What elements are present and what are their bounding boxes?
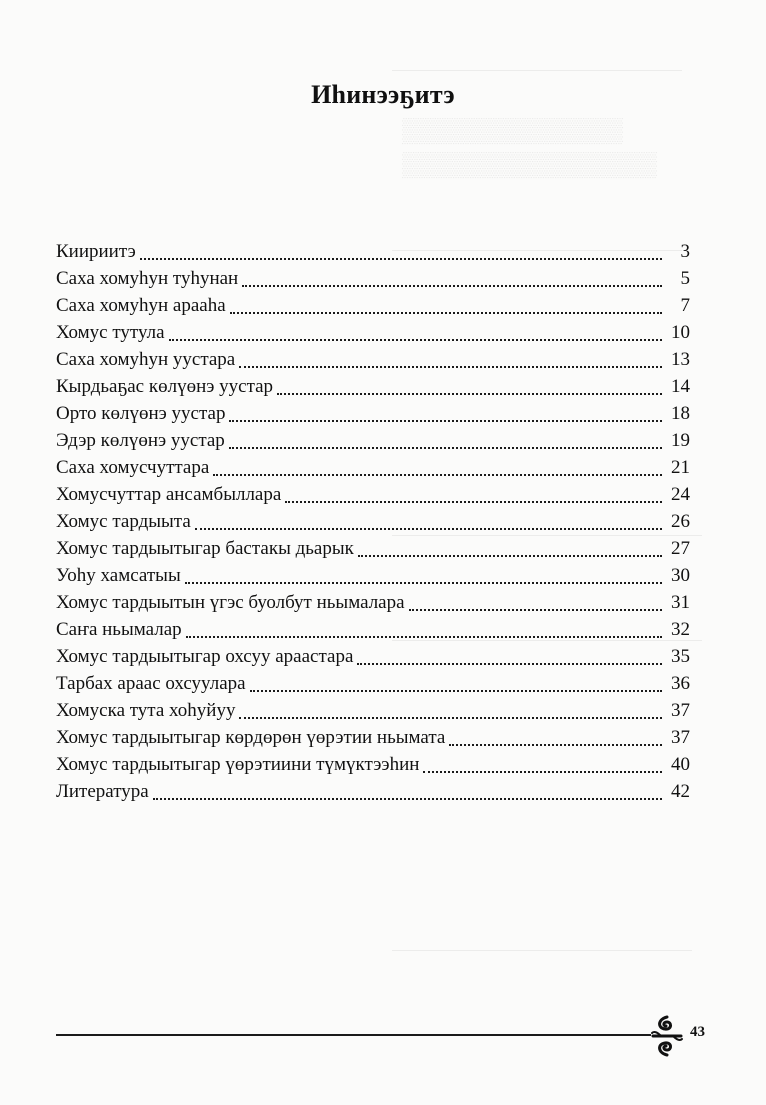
toc-row <box>56 481 690 508</box>
toc-entry-page: 5 <box>680 268 690 289</box>
toc-dot-leader <box>195 527 662 530</box>
toc-dot-leader <box>230 311 662 314</box>
toc-row <box>56 643 690 670</box>
toc-dot-leader <box>185 581 662 584</box>
toc-entry-page: 30 <box>671 565 690 586</box>
toc-entry-page: 36 <box>671 673 690 694</box>
toc-entry-page: 40 <box>671 754 690 775</box>
toc-dot-leader <box>449 743 662 746</box>
table-of-contents <box>56 238 690 805</box>
toc-row <box>56 724 690 751</box>
toc-entry-title: Хомуска тута хоһуйуу <box>56 700 236 721</box>
toc-entry-page: 24 <box>671 484 690 505</box>
toc-entry-title: Тарбах араас охсуулара <box>56 673 246 694</box>
toc-dot-leader <box>140 257 662 260</box>
toc-row <box>56 562 690 589</box>
toc-row <box>56 238 690 265</box>
toc-dot-leader <box>213 473 662 476</box>
toc-entry-page: 27 <box>671 538 690 559</box>
toc-entry-page: 7 <box>680 295 690 316</box>
toc-entry-page: 37 <box>671 727 690 748</box>
toc-entry-page: 3 <box>680 241 690 262</box>
toc-row <box>56 319 690 346</box>
toc-entry-title: Кырдьаҕас көлүөнэ уустар <box>56 376 274 397</box>
toc-row <box>56 670 690 697</box>
toc-entry-page: 13 <box>671 349 690 370</box>
toc-row <box>56 454 690 481</box>
toc-dot-leader <box>250 689 662 692</box>
toc-entry-title: Киириитэ <box>56 241 136 262</box>
toc-entry-title: Саха хомуһун арааһа <box>56 295 226 316</box>
toc-entry-title: Хомус тардыытыгар бастакы дьарык <box>56 538 354 559</box>
swirl-ornament-icon <box>650 1014 684 1058</box>
toc-dot-leader <box>409 608 662 611</box>
toc-dot-leader <box>358 554 662 557</box>
toc-entry-title: Саха хомуһун туһунан <box>56 268 239 289</box>
toc-entry-title: Эдэр көлүөнэ уустар <box>56 430 225 451</box>
toc-row <box>56 697 690 724</box>
toc-entry-page: 10 <box>671 322 690 343</box>
toc-row <box>56 508 690 535</box>
toc-entry-title: Саха хомуһун уустара <box>56 349 236 370</box>
toc-row <box>56 292 690 319</box>
toc-dot-leader <box>423 770 662 773</box>
toc-entry-page: 18 <box>671 403 690 424</box>
toc-row <box>56 346 690 373</box>
toc-entry-title: Хомус тардыытын үгэс буолбут ньымалара <box>56 592 405 613</box>
toc-row <box>56 265 690 292</box>
toc-row <box>56 400 690 427</box>
toc-dot-leader <box>239 716 662 719</box>
toc-entry-page: 35 <box>671 646 690 667</box>
toc-entry-title: Уоһу хамсатыы <box>56 565 181 586</box>
toc-dot-leader <box>229 419 662 422</box>
toc-entry-page: 21 <box>671 457 690 478</box>
page-title: Иһинээҕитэ <box>311 80 455 109</box>
toc-dot-leader <box>186 635 662 638</box>
toc-entry-title: Саҥа ньымалар <box>56 619 182 640</box>
toc-row <box>56 778 690 805</box>
toc-dot-leader <box>277 392 662 395</box>
toc-entry-title: Хомус тардыыта <box>56 511 191 532</box>
toc-entry-title: Литература <box>56 781 149 802</box>
toc-dot-leader <box>239 365 662 368</box>
show-through-text: ▒▒▒▒▒▒▒▒▒▒▒▒▒▒▒ <box>402 152 658 178</box>
toc-row <box>56 373 690 400</box>
toc-row <box>56 751 690 778</box>
toc-entry-title: Саха хомусчуттара <box>56 457 210 478</box>
toc-dot-leader <box>169 338 662 341</box>
toc-entry-page: 19 <box>671 430 690 451</box>
toc-dot-leader <box>285 500 662 503</box>
show-through-line <box>392 950 692 951</box>
toc-row <box>56 535 690 562</box>
toc-dot-leader <box>357 662 662 665</box>
toc-entry-page: 31 <box>671 592 690 613</box>
toc-entry-page: 37 <box>671 700 690 721</box>
show-through-text: ▒▒▒▒▒▒▒▒▒▒▒▒▒ <box>402 118 624 144</box>
toc-entry-page: 42 <box>671 781 690 802</box>
toc-dot-leader <box>153 797 662 800</box>
footer-rule <box>56 1034 651 1036</box>
toc-entry-title: Хомусчуттар ансамбыллара <box>56 484 282 505</box>
toc-entry-page: 26 <box>671 511 690 532</box>
toc-dot-leader <box>242 284 662 287</box>
toc-entry-title: Хомус тардыытыгар охсуу араастара <box>56 646 354 667</box>
page-number: 43 <box>690 1024 705 1040</box>
toc-entry-page: 14 <box>671 376 690 397</box>
toc-row <box>56 589 690 616</box>
show-through-line <box>392 70 682 71</box>
toc-entry-title: Хомус тардыытыгар көрдөрөн үөрэтии ньымата <box>56 727 446 748</box>
toc-entry-title: Хомус тутула <box>56 322 165 343</box>
toc-entry-page: 32 <box>671 619 690 640</box>
toc-row <box>56 427 690 454</box>
toc-dot-leader <box>229 446 662 449</box>
toc-entry-title: Орто көлүөнэ уустар <box>56 403 226 424</box>
toc-entry-title: Хомус тардыытыгар үөрэтиини түмүктээһин <box>56 754 420 775</box>
toc-row <box>56 616 690 643</box>
